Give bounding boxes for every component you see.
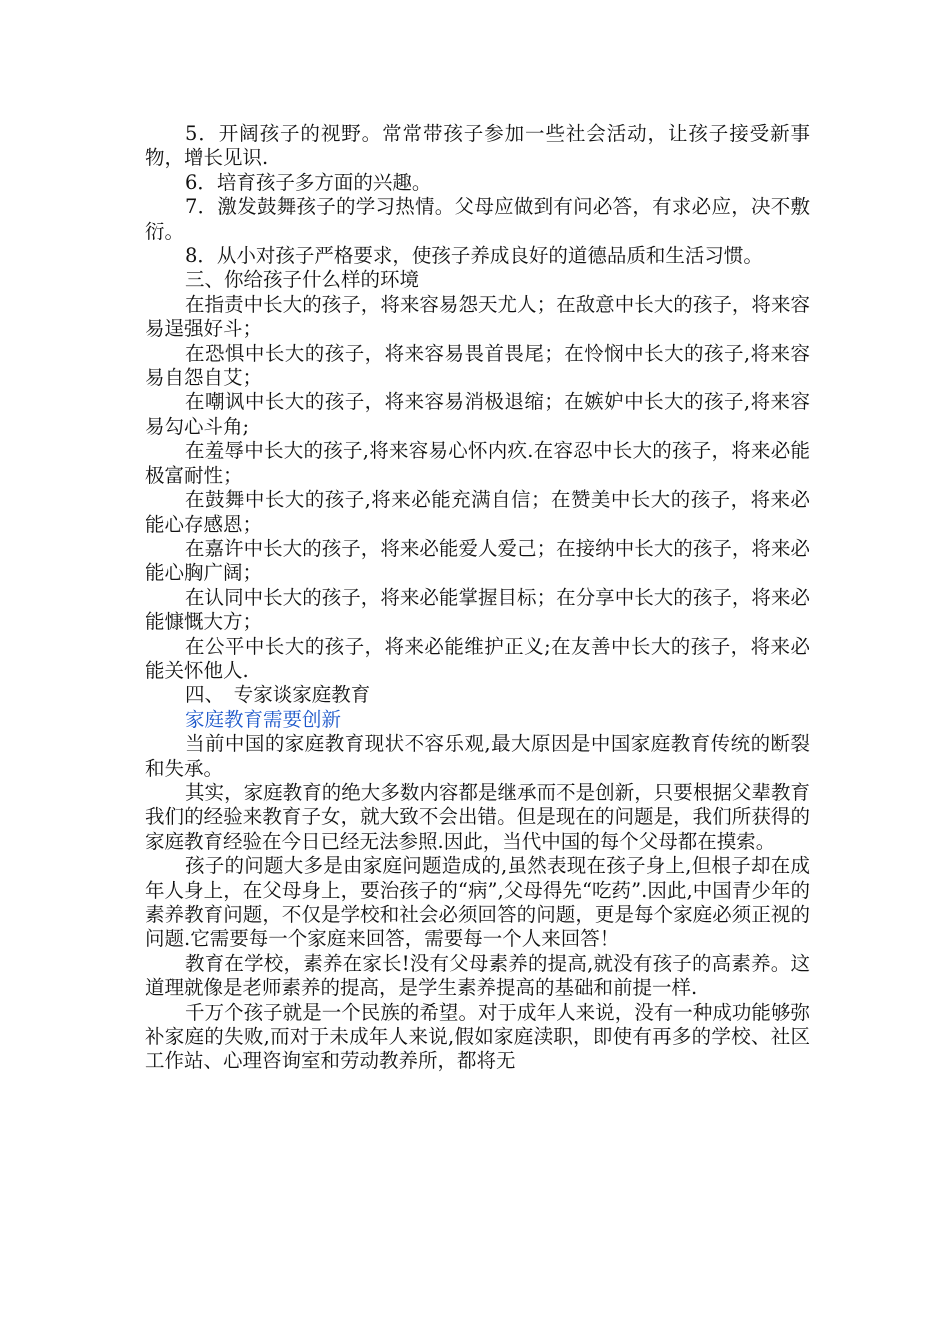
section-heading-3: 三、你给孩子什么样的环境 (185, 268, 420, 292)
body-paragraph: 其实，家庭教育的绝大多数内容都是继承而不是创新，只要根据父辈教育我们的经验来教育子女，就大致不会出错。但是现在的问题是，我们所获得的家庭教育经验在今日已经无法参照.因此，当代中国的每个父母都在摸索。 (145, 780, 810, 853)
body-paragraph: 千万个孩子就是一个民族的希望。对于成年人来说，没有一种成功能够弥补家庭的失败,而对于未成年人来说,假如家庭渎职，即使有再多的学校、社区工作站、心理咨询室和劳动教养所，都将无 (145, 1000, 810, 1073)
environment-paragraph: 在羞辱中长大的孩子,将来容易心怀内疚.在容忍中长大的孩子，将来必能极富耐性； (145, 439, 810, 487)
list-item-6: 6．培育孩子多方面的兴趣。 (185, 170, 432, 194)
environment-paragraph: 在鼓舞中长大的孩子,将来必能充满自信；在赞美中长大的孩子，将来必能心存感恩； (145, 488, 810, 536)
list-item-8: 8．从小对孩子严格要求，使孩子养成良好的道德品质和生活习惯。 (185, 244, 763, 268)
environment-paragraph: 在恐惧中长大的孩子，将来容易畏首畏尾；在怜悯中长大的孩子,将来容易自怨自艾； (145, 341, 810, 390)
environment-paragraph: 在公平中长大的孩子，将来必能维护正义;在友善中长大的孩子，将来必能关怀他人. (145, 634, 810, 682)
list-item-7: 7．激发鼓舞孩子的学习热情。父母应做到有问必答，有求必应，决不敷衍。 (145, 195, 810, 243)
environment-paragraph: 在嘉许中长大的孩子，将来必能爱人爱己；在接纳中长大的孩子，将来必能心胸广阔； (145, 536, 810, 585)
section-heading-4: 四、 专家谈家庭教育 (185, 683, 371, 707)
environment-paragraph: 在嘲讽中长大的孩子，将来容易消极退缩；在嫉妒中长大的孩子,将来容易勾心斗角; (145, 390, 810, 438)
subsection-title: 家庭教育需要创新 (185, 707, 342, 731)
body-paragraph: 教育在学校，素养在家长!没有父母素养的提高,就没有孩子的高素养。这道理就像是老师素养的提高，是学生素养提高的基础和前提一样. (145, 951, 810, 1000)
environment-paragraph: 在认同中长大的孩子，将来必能掌握目标；在分享中长大的孩子，将来必能慷慨大方； (145, 585, 810, 634)
list-item-5: 5．开阔孩子的视野。常常带孩子参加一些社会活动，让孩子接受新事物，增长见识. (145, 122, 810, 170)
document-page (145, 122, 810, 1074)
body-paragraph: 孩子的问题大多是由家庭问题造成的,虽然表现在孩子身上,但根子却在成年人身上，在父母身上，要治孩子的“病”,父母得先“吃药”.因此,中国青少年的素养教育问题，不仅是学校和社会必须回答的问题，更是每个家庭必须正视的问题.它需要每一个家庭来回答，需要每一个人来回答！ (145, 854, 810, 951)
body-paragraph: 当前中国的家庭教育现状不容乐观,最大原因是中国家庭教育传统的断裂和失承。 (145, 732, 810, 780)
environment-paragraph: 在指责中长大的孩子，将来容易怨天尤人；在敌意中长大的孩子，将来容易逞强好斗； (145, 292, 810, 341)
